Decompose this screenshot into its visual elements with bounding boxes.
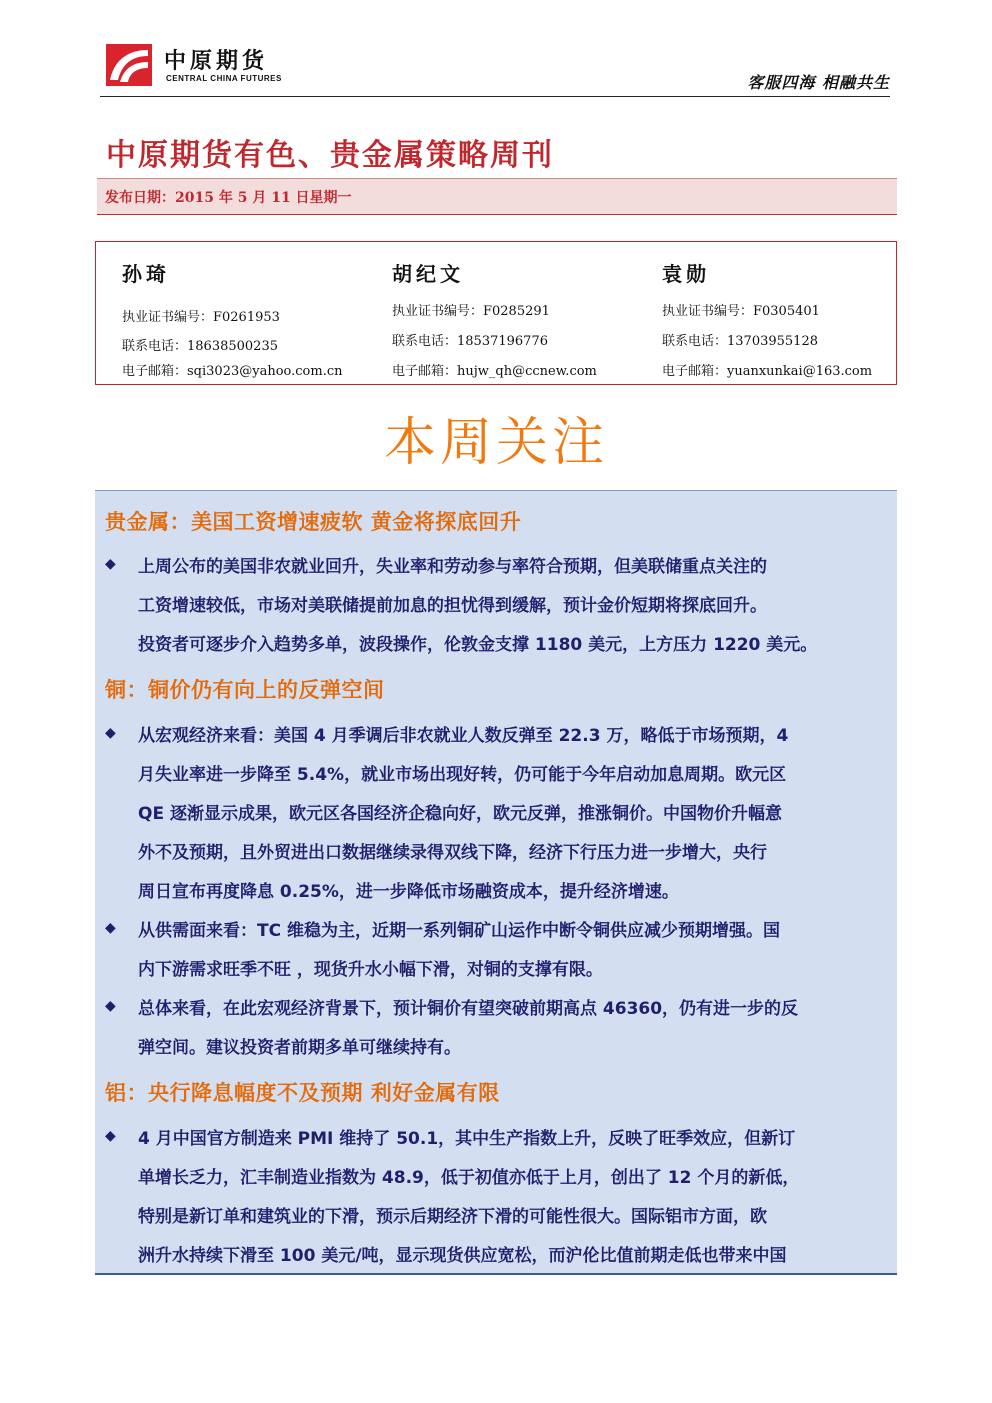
authors-box: [95, 241, 897, 385]
focus-title: 本周关注: [383, 413, 608, 473]
paragraph-line: 从宏观经济来看：美国 4 月季调后非农就业人数反弹至 22.3 万，略低于市场预期，4: [138, 726, 789, 746]
section-heading-aluminum: 铝：央行降息幅度不及预期 利好金属有限: [105, 1081, 500, 1105]
paragraph-line: 特别是新订单和建筑业的下滑，预示后期经济下滑的可能性很大。国际铝市方面，欧: [138, 1207, 767, 1227]
author-name: 袁勋: [662, 262, 710, 286]
page-header: [100, 38, 890, 97]
paragraph-line: 单增长乏力，汇丰制造业指数为 48.9，低于初值亦低于上月，创出了 12 个月的新低，: [138, 1168, 800, 1188]
author-phone: 联系电话：18537196776: [392, 334, 548, 349]
section-heading-precious-metals: 贵金属：美国工资增速疲软 黄金将探底回升: [105, 510, 522, 534]
date-bar: [97, 178, 897, 215]
author-name: 胡纪文: [392, 262, 464, 286]
paragraph-line: 内下游需求旺季不旺 ，现货升水小幅下滑，对铜的支撑有限。: [138, 960, 603, 980]
paragraph-line: QE 逐渐显示成果，欧元区各国经济企稳向好，欧元反弹，推涨铜价。中国物价升幅意: [138, 804, 782, 824]
author-cert: 执业证书编号：F0261953: [122, 310, 280, 325]
author-phone: 联系电话：18638500235: [122, 339, 278, 354]
report-title: 中原期货有色、贵金属策略周刊: [106, 138, 554, 173]
author-email: 电子邮箱：yuanxunkai@163.com: [662, 364, 873, 379]
author-cert: 执业证书编号：F0305401: [662, 304, 820, 319]
bullet-icon: ◆: [105, 998, 116, 1014]
author-card: [122, 242, 392, 384]
author-card: [662, 242, 932, 384]
author-email: 电子邮箱：hujw_qh@ccnew.com: [392, 364, 597, 379]
bullet-icon: ◆: [105, 1128, 116, 1144]
author-name: 孙琦: [122, 262, 170, 286]
publish-date: 发布日期：2015 年 5 月 11 日星期一: [105, 190, 352, 206]
paragraph-line: 洲升水持续下滑至 100 美元/吨，显示现货供应宽松，而沪伦比值前期走低也带来中国: [138, 1246, 787, 1266]
paragraph-line: 投资者可逐步介入趋势多单，波段操作，伦敦金支撑 1180 美元，上方压力 1220 美元。: [138, 635, 818, 655]
paragraph-line: 周日宣布再度降息 0.25%，进一步降低市场融资成本，提升经济增速。: [138, 882, 679, 902]
bullet-icon: ◆: [105, 920, 116, 936]
paragraph-line: 月失业率进一步降至 5.4%，就业市场出现好转，仍可能于今年启动加息周期。欧元区: [138, 765, 787, 785]
paragraph-line: 外不及预期，且外贸进出口数据继续录得双线下降，经济下行压力进一步增大，央行: [138, 843, 767, 863]
bullet-icon: ◆: [105, 725, 116, 741]
logo-text-en: CENTRAL CHINA FUTURES: [166, 74, 282, 83]
paragraph-line: 弹空间。建议投资者前期多单可继续持有。: [138, 1038, 461, 1058]
slogan: 客服四海 相融共生: [747, 73, 890, 92]
logo-text-cn: 中原期货: [164, 48, 269, 74]
section-heading-copper: 铜：铜价仍有向上的反弹空间: [105, 678, 385, 702]
paragraph-line: 上周公布的美国非农就业回升，失业率和劳动参与率符合预期，但美联储重点关注的: [138, 557, 767, 577]
bullet-icon: ◆: [105, 556, 116, 572]
paragraph-line: 从供需面来看：TC 维稳为主，近期一系列铜矿山运作中断令铜供应减少预期增强。国: [138, 921, 780, 941]
author-card: [392, 242, 662, 384]
paragraph-line: 4 月中国官方制造来 PMI 维持了 50.1，其中生产指数上升，反映了旺季效应，但新订: [138, 1129, 796, 1149]
company-logo-icon: [104, 42, 154, 88]
author-email: 电子邮箱：sqi3023@yahoo.com.cn: [122, 364, 343, 379]
content-panel: [95, 490, 897, 1275]
author-cert: 执业证书编号：F0285291: [392, 304, 550, 319]
paragraph-line: 总体来看，在此宏观经济背景下，预计铜价有望突破前期高点 46360，仍有进一步的反: [138, 999, 799, 1019]
paragraph-line: 工资增速较低，市场对美联储提前加息的担忧得到缓解，预计金价短期将探底回升。: [138, 596, 767, 616]
author-phone: 联系电话：13703955128: [662, 334, 818, 349]
